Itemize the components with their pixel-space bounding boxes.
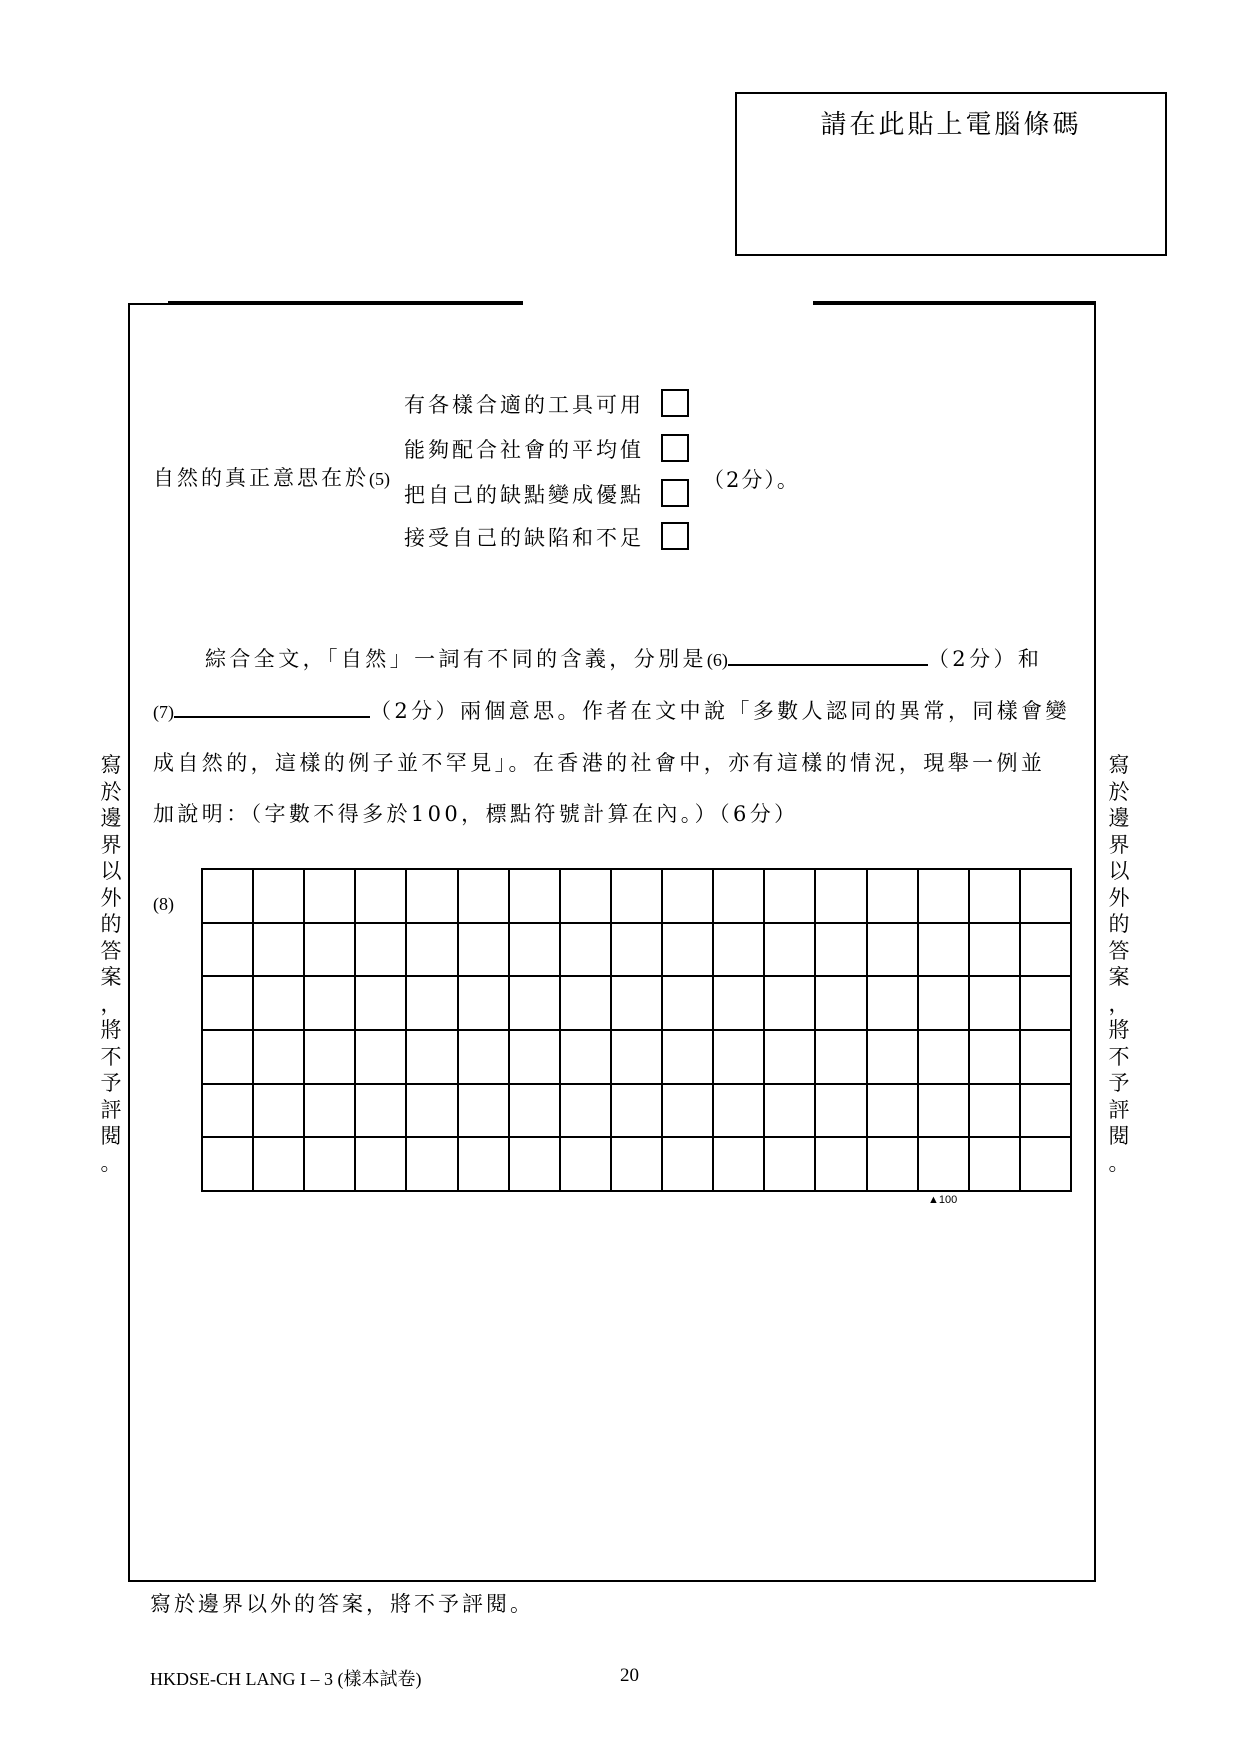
grid-cell[interactable] — [510, 870, 561, 924]
grid-cell[interactable] — [510, 924, 561, 978]
grid-cell[interactable] — [714, 1031, 765, 1085]
grid-cell[interactable] — [970, 977, 1021, 1031]
grid-cell[interactable] — [254, 1031, 305, 1085]
question8-number: (8) — [153, 894, 174, 914]
side-note-char: 答 — [1108, 938, 1130, 963]
side-note-char: 外 — [1108, 885, 1130, 910]
grid-cell[interactable] — [663, 1031, 714, 1085]
question5-marks: （2分）。 — [703, 468, 800, 492]
grid-cell[interactable] — [714, 924, 765, 978]
side-note-char: 於 — [1108, 779, 1130, 804]
grid-cell[interactable] — [459, 1138, 510, 1192]
question5-stem — [153, 462, 390, 492]
grid-cell[interactable] — [1021, 870, 1072, 924]
option-3-text: 把自己的缺點變成優點 — [404, 483, 644, 507]
grid-cell[interactable] — [510, 977, 561, 1031]
question5-option-4 — [404, 522, 644, 552]
side-note-char: 界 — [100, 832, 122, 857]
grid-cell[interactable] — [1021, 1031, 1072, 1085]
paragraph-line-4: 加說明：（字數不得多於100，標點符號計算在內。）（6分） — [153, 802, 799, 826]
grid-cell[interactable] — [765, 977, 816, 1031]
grid-cell[interactable] — [816, 1031, 867, 1085]
grid-cell[interactable] — [663, 1085, 714, 1139]
grid-cell[interactable] — [356, 1085, 407, 1139]
grid-cell[interactable] — [407, 870, 458, 924]
grid-cell[interactable] — [919, 1138, 970, 1192]
line1-text: 綜合全文，「自然」一詞有不同的含義，分別是 — [205, 647, 707, 671]
side-note-left — [97, 752, 125, 1176]
grid-cell[interactable] — [919, 1085, 970, 1139]
footer-page-number: 20 — [620, 1665, 639, 1686]
question5-stem-text: 自然的真正意思在於 — [153, 466, 369, 490]
character-count-marker: ▲100 — [928, 1194, 958, 1206]
side-note-char: 案 — [1108, 965, 1130, 989]
side-note-char: 評 — [1108, 1097, 1130, 1122]
grid-cell[interactable] — [254, 1138, 305, 1192]
grid-cell[interactable] — [919, 924, 970, 978]
grid-cell[interactable] — [765, 870, 816, 924]
side-note-char: 界 — [1108, 832, 1130, 857]
grid-cell[interactable] — [868, 1085, 919, 1139]
grid-cell[interactable] — [816, 870, 867, 924]
grid-cell[interactable] — [663, 870, 714, 924]
side-note-char: 於 — [100, 779, 122, 804]
grid-cell[interactable] — [254, 870, 305, 924]
side-note-char: 評 — [100, 1097, 122, 1122]
grid-cell[interactable] — [970, 924, 1021, 978]
side-note-char: 的 — [100, 912, 122, 936]
paragraph-line-1 — [205, 643, 1042, 673]
grid-cell[interactable] — [561, 977, 612, 1031]
grid-cell[interactable] — [407, 1085, 458, 1139]
option-2-text: 能夠配合社會的平均值 — [404, 438, 644, 462]
grid-cell[interactable] — [203, 1031, 254, 1085]
question8-answer-grid[interactable] — [201, 868, 1072, 1192]
side-note-char: ， — [100, 991, 122, 1016]
grid-cell[interactable] — [459, 1031, 510, 1085]
grid-cell[interactable] — [561, 1085, 612, 1139]
grid-cell[interactable] — [459, 977, 510, 1031]
grid-cell[interactable] — [356, 1138, 407, 1192]
question5-option-1 — [404, 389, 644, 419]
grid-cell[interactable] — [459, 870, 510, 924]
option-1-checkbox[interactable] — [661, 389, 689, 417]
side-note-char: 以 — [1108, 859, 1130, 883]
grid-cell[interactable] — [305, 1138, 356, 1192]
grid-cell[interactable] — [970, 870, 1021, 924]
grid-cell[interactable] — [407, 924, 458, 978]
grid-cell[interactable] — [203, 1138, 254, 1192]
grid-cell[interactable] — [612, 1031, 663, 1085]
barcode-box — [735, 92, 1167, 256]
grid-cell[interactable] — [868, 870, 919, 924]
grid-cell[interactable] — [765, 1138, 816, 1192]
grid-cell[interactable] — [868, 924, 919, 978]
grid-cell[interactable] — [663, 924, 714, 978]
grid-cell[interactable] — [254, 977, 305, 1031]
grid-cell[interactable] — [919, 870, 970, 924]
grid-cell[interactable] — [459, 924, 510, 978]
grid-cell[interactable] — [816, 924, 867, 978]
option-3-checkbox[interactable] — [661, 479, 689, 507]
grid-cell[interactable] — [254, 1085, 305, 1139]
barcode-label: 請在此貼上電腦條碼 — [820, 110, 1082, 140]
grid-cell[interactable] — [1021, 924, 1072, 978]
grid-cell[interactable] — [612, 977, 663, 1031]
side-note-char: 。 — [1108, 1150, 1130, 1175]
grid-cell[interactable] — [305, 1085, 356, 1139]
side-note-char: 予 — [1108, 1071, 1130, 1095]
grid-cell[interactable] — [203, 977, 254, 1031]
grid-cell[interactable] — [510, 1031, 561, 1085]
side-note-char: 將 — [1108, 1018, 1130, 1042]
grid-cell[interactable] — [816, 1138, 867, 1192]
option-4-checkbox[interactable] — [661, 522, 689, 550]
grid-cell[interactable] — [868, 977, 919, 1031]
grid-cell[interactable] — [868, 1138, 919, 1192]
side-note-char: 閱 — [1108, 1124, 1130, 1148]
side-note-char: 不 — [1108, 1044, 1130, 1069]
grid-cell[interactable] — [254, 924, 305, 978]
question5-option-3 — [404, 479, 644, 509]
grid-cell[interactable] — [714, 1138, 765, 1192]
question6-answer-blank[interactable] — [728, 646, 928, 666]
grid-cell[interactable] — [612, 1085, 663, 1139]
grid-cell[interactable] — [1021, 1085, 1072, 1139]
side-note-char: 案 — [100, 965, 122, 989]
grid-cell[interactable] — [663, 1138, 714, 1192]
grid-cell[interactable] — [356, 870, 407, 924]
grid-cell[interactable] — [1021, 1138, 1072, 1192]
grid-cell[interactable] — [459, 1085, 510, 1139]
line2-text: （2分）兩個意思。作者在文中說「多數人認同的異常，同樣會變 — [370, 699, 1070, 723]
grid-cell[interactable] — [305, 1031, 356, 1085]
question5-number: (5) — [369, 469, 390, 489]
frame-top-rule-left — [168, 301, 523, 304]
grid-cell[interactable] — [612, 870, 663, 924]
grid-cell[interactable] — [203, 870, 254, 924]
grid-cell[interactable] — [663, 977, 714, 1031]
grid-cell[interactable] — [765, 1031, 816, 1085]
grid-cell[interactable] — [203, 924, 254, 978]
side-note-char: 以 — [100, 859, 122, 883]
grid-cell[interactable] — [868, 1031, 919, 1085]
question7-answer-blank[interactable] — [174, 698, 370, 718]
grid-cell[interactable] — [765, 924, 816, 978]
bottom-note: 寫於邊界以外的答案，將不予評閱。 — [150, 1592, 534, 1616]
grid-cell[interactable] — [510, 1085, 561, 1139]
grid-cell[interactable] — [203, 1085, 254, 1139]
grid-cell[interactable] — [714, 977, 765, 1031]
side-note-char: 寫 — [100, 753, 122, 777]
grid-cell[interactable] — [407, 1138, 458, 1192]
question5-option-2 — [404, 434, 644, 464]
question7-number: (7) — [153, 702, 174, 722]
side-note-char: 閱 — [100, 1124, 122, 1148]
grid-cell[interactable] — [714, 870, 765, 924]
grid-cell[interactable] — [919, 1031, 970, 1085]
option-4-text: 接受自己的缺陷和不足 — [404, 526, 644, 550]
grid-cell[interactable] — [612, 1138, 663, 1192]
grid-cell[interactable] — [970, 1138, 1021, 1192]
side-note-char: 不 — [100, 1044, 122, 1069]
side-note-char: 邊 — [100, 806, 122, 830]
grid-cell[interactable] — [816, 977, 867, 1031]
grid-cell[interactable] — [407, 1031, 458, 1085]
side-note-char: 。 — [100, 1150, 122, 1175]
frame-top-rule-right — [813, 301, 1096, 304]
grid-cell[interactable] — [305, 977, 356, 1031]
option-1-text: 有各樣合適的工具可用 — [404, 393, 644, 417]
grid-cell[interactable] — [970, 1031, 1021, 1085]
side-note-right — [1105, 752, 1133, 1176]
question6-number: (6) — [706, 650, 728, 670]
grid-cell[interactable] — [561, 924, 612, 978]
side-note-char: 將 — [100, 1018, 122, 1042]
grid-cell[interactable] — [612, 924, 663, 978]
grid-cell[interactable] — [407, 977, 458, 1031]
grid-cell[interactable] — [714, 1085, 765, 1139]
paragraph-line-2 — [153, 695, 1070, 725]
side-note-char: 答 — [100, 938, 122, 963]
footer-paper-code: HKDSE-CH LANG I – 3 (樣本試卷) — [150, 1669, 422, 1689]
grid-cell[interactable] — [816, 1085, 867, 1139]
grid-cell[interactable] — [561, 1138, 612, 1192]
option-2-checkbox[interactable] — [661, 434, 689, 462]
grid-cell[interactable] — [305, 924, 356, 978]
grid-cell[interactable] — [765, 1085, 816, 1139]
grid-cell[interactable] — [970, 1085, 1021, 1139]
side-note-char: 的 — [1108, 912, 1130, 936]
line1-end: （2分）和 — [927, 647, 1043, 671]
side-note-char: 予 — [100, 1071, 122, 1095]
side-note-char: 外 — [100, 885, 122, 910]
side-note-char: 邊 — [1108, 806, 1130, 830]
grid-cell[interactable] — [356, 1031, 407, 1085]
grid-cell[interactable] — [919, 977, 970, 1031]
grid-cell[interactable] — [1021, 977, 1072, 1031]
paragraph-line-3: 成自然的，這樣的例子並不罕見」。在香港的社會中，亦有這樣的情況，現舉一例並 — [153, 751, 1046, 775]
grid-cell[interactable] — [561, 870, 612, 924]
side-note-char: 寫 — [1108, 753, 1130, 777]
grid-cell[interactable] — [305, 870, 356, 924]
grid-cell[interactable] — [510, 1138, 561, 1192]
grid-cell[interactable] — [356, 924, 407, 978]
side-note-char: ， — [1108, 991, 1130, 1016]
grid-cell[interactable] — [356, 977, 407, 1031]
grid-cell[interactable] — [561, 1031, 612, 1085]
